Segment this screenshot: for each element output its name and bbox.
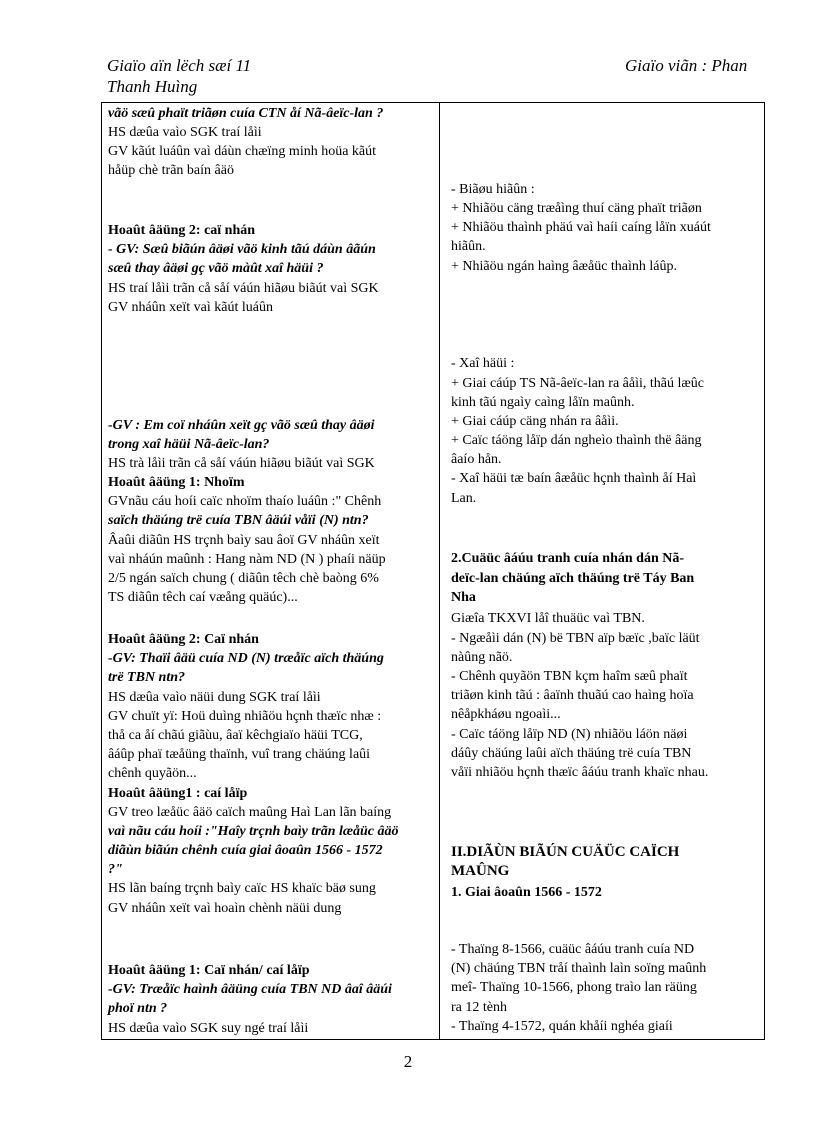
left-line: Hoaût âäüng1 : caí låïp [108,786,248,801]
left-line: diãùn biãún chênh cuía giai âoaûn 1566 - 1572 [108,843,383,858]
right-line: + Giai cáúp cäng nhán ra âåìi. [451,414,619,429]
right-line: - Caïc táöng låïp ND (N) nhiãöu láön näøi [451,727,688,742]
header-right: Giaïo viãn : Phan [625,56,748,75]
left-line: thå ca åí chãú giãùu, âaï kêchgiaïo häüi TCG, [108,728,363,743]
right-line: ra 12 tènh [451,1000,507,1015]
left-line: GV nháûn xeït vaì kãút luáûn [108,300,273,315]
right-line: (N) chäúng TBN tråí thaình laìn soïng maûnh [451,961,707,976]
left-line: -GV: Thaïi âäü cuía ND (N) træåïc aïch thäúng [108,651,384,666]
left-line: GV kãút luáûn vaì dáùn chæïng minh hoüa kãút [108,144,377,159]
right-line: hiãûn. [451,239,486,254]
right-line: meî- Thaïng 10-1566, phong traìo lan räüng [451,980,697,995]
left-line: HS traí låìi trãn cå såí váún hiãøu biãút vaì SGK [108,281,379,296]
page-number: 2 [403,1052,413,1071]
right-line: deïc-lan chäúng aïch thäúng trë Táy Ban [451,571,695,586]
right-line: + Nhiãöu cäng træåìng thuí cäng phaït triãøn [451,201,702,216]
right-line: + Nhiãöu thaình phäú vaì haíi caíng låïn xuáút [451,220,711,235]
lesson-table [101,102,765,1040]
left-line: HS dæûa vaìo näüi dung SGK traí låìi [108,690,321,705]
left-line: TS diãûn têch caí væång quäúc)... [108,590,298,605]
left-line: saïch thäúng trë cuía TBN âäúi våïi (N) ntn? [108,513,369,528]
left-line: GV treo læåüc âäö caïch maûng Haì Lan lãn baíng [108,805,392,820]
right-line: kinh tãú ngaìy caìng låïn maûnh. [451,395,635,410]
left-line: trong xaî häüi Nã-âeïc-lan? [108,437,270,452]
right-line: dáûy chäúng laûi aïch thäúng trë cuía TBN [451,746,692,761]
left-line: GV chuït yï: Hoü duìng nhiãöu hçnh thæïc nhæ : [108,709,382,724]
left-line: HS lãn baíng trçnh baìy caïc HS khaïc bäø sung [108,881,376,896]
left-line: HS dæûa vaìo SGK traí låìi [108,125,262,140]
left-line: vaì nãu cáu hoíi :"Haîy trçnh baìy trãn læåüc âäö [108,824,399,839]
left-line: -GV : Em coï nháûn xeït gç vãö sæû thay âäøi [108,418,375,433]
right-line: + Nhiãöu ngán haìng âæåüc thaình láûp. [451,259,678,274]
right-line: - Chênh quyãön TBN kçm haîm sæû phaït [451,669,688,684]
right-line: nàûng nãö. [451,650,513,665]
right-line: - Xaî häüi tæ baín âæåüc hçnh thaình åí Haì [451,471,697,486]
left-line: ?" [108,862,123,877]
right-line: + Giai cáúp TS Nã-âeïc-lan ra âåìi, thãú læûc [451,376,704,391]
left-line: vaì nháún maûnh : Hang nàm ND (N ) phaíi näüp [108,552,386,567]
left-line: GV nháûn xeït vaì hoaìn chènh näüi dung [108,901,342,916]
left-line: Hoaût âäüng 2: Caï nhán [108,632,259,647]
header-left-line2: Thanh Huìng [107,77,198,96]
left-line: vãö sæû phaït triãøn cuía CTN åí Nã-âeïc-lan ? [108,106,384,121]
right-line: + Caïc táöng låïp dán ngheìo thaình thë âäng [451,433,702,448]
left-line: trë TBN ntn? [108,670,186,685]
right-line: våïi nhiãöu hçnh thæïc âáúu tranh khaïc nhau. [451,765,709,780]
left-line: chênh quyãön... [108,766,197,781]
left-line: Hoaût âäüng 1: Caï nhán/ caí låïp [108,963,310,978]
right-line: Nha [451,590,476,605]
right-line: - Thaïng 4-1572, quán khåíi nghéa giaíi [451,1019,673,1034]
left-line: phoï ntn ? [108,1001,168,1016]
left-line: âáûp phaï tæåüng thaïnh, vuî trang chäúng laûi [108,747,371,762]
right-line: âaío hån. [451,452,502,467]
left-line: HS trà låìi trãn cå såí váún hiãøu biãút vaì SGK [108,456,375,471]
right-line: nêåpkháøu ngoaìi... [451,707,561,722]
right-line: MAÛNG [451,863,510,879]
left-line: sæû thay âäøi gç vãö màût xaî häüi ? [108,261,324,276]
right-line: - Thaïng 8-1566, cuäüc âáúu tranh cuía ND [451,942,695,957]
right-line: Giæîa TKXVI låî thuäüc vaì TBN. [451,611,645,626]
right-line: 2.Cuäüc âáúu tranh cuía nhán dán Nã- [451,551,685,566]
left-line: Hoaût âäüng 1: Nhoïm [108,475,245,490]
right-line: triãøn kinh tãú : âaïnh thuãú cao haìng hoïa [451,688,694,703]
left-line: HS dæûa vaìo SGK suy ngé traí låìi [108,1021,309,1036]
right-line: 1. Giai âoaûn 1566 - 1572 [451,885,602,900]
column-divider [439,103,440,1039]
right-line: - Biãøu hiãûn : [451,182,535,197]
left-line: GVnãu cáu hoíi caïc nhoïm thaío luáûn :" Chênh [108,494,382,509]
left-line: Hoaût âäüng 2: caï nhán [108,223,256,238]
left-line: - GV: Sæû biãún âäøi vãö kinh tãú dáùn âãún [108,242,376,257]
header-left-line1: Giaïo aïn lëch sæí 11 [107,56,252,75]
right-line: Lan. [451,491,477,506]
left-line: 2/5 ngán saïch chung ( diãûn têch chè baòng 6% [108,571,379,586]
left-line: -GV: Træåïc haình âäüng cuía TBN ND âaî âäúi [108,982,392,997]
right-line: - Xaî häüi : [451,356,515,371]
left-line: Âaûi diãûn HS trçnh baìy sau âoï GV nháûn xeït [108,533,380,548]
left-line: håüp chè trãn baín âäö [108,163,234,178]
right-line: II.DIÃÙN BIÃÚN CUÄÜC CAÏCH [451,844,680,860]
right-line: - Ngæåìi dán (N) bë TBN aïp bæïc ,baïc läüt [451,631,700,646]
